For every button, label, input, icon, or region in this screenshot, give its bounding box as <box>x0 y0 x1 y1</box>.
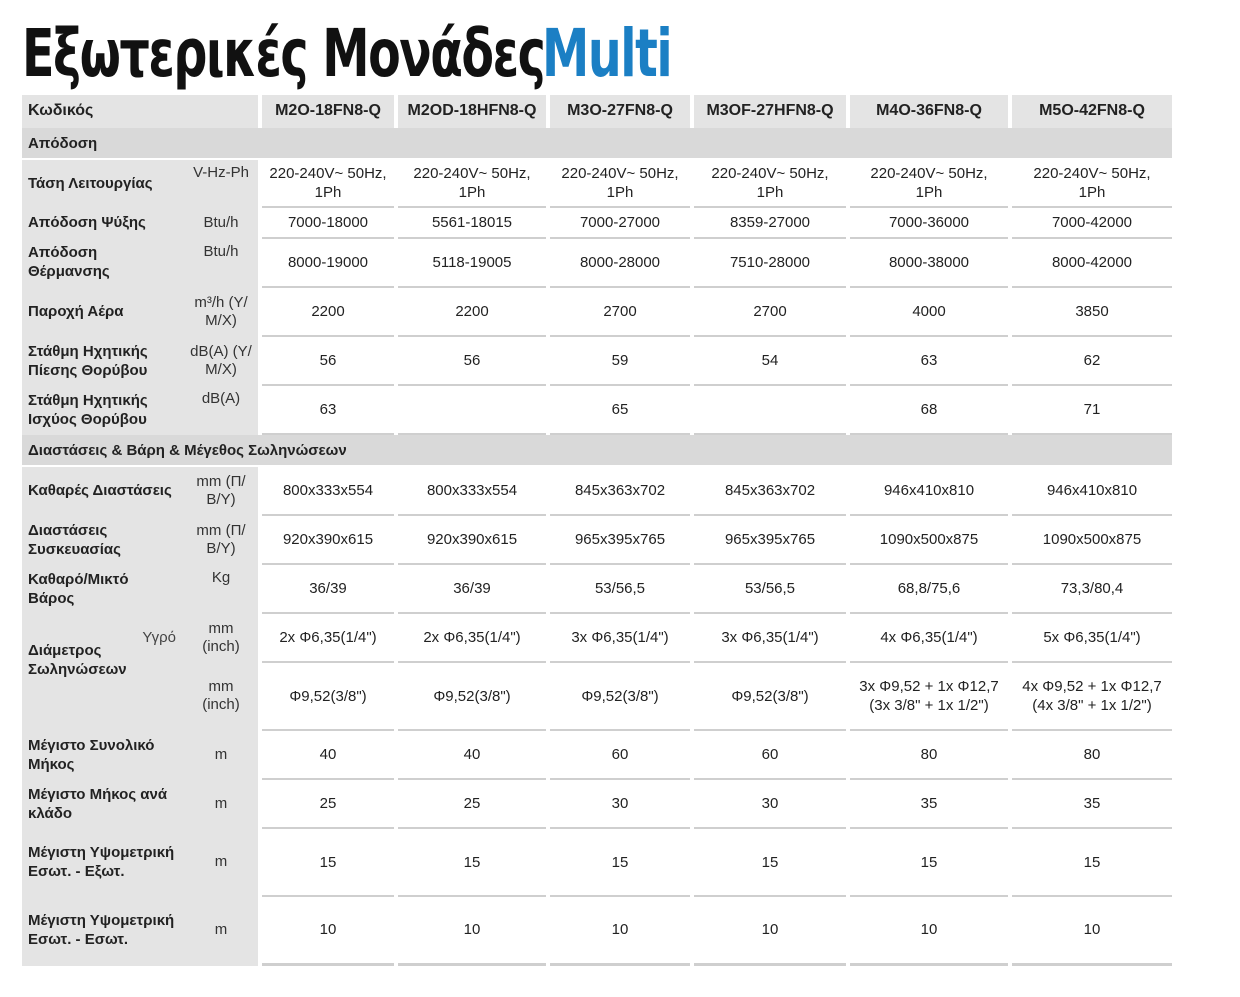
cell: 53/56,5 <box>548 564 692 613</box>
cell: 7000-27000 <box>548 207 692 238</box>
cell: 15 <box>1010 828 1172 896</box>
row-label: Παροχή Αέρα <box>22 287 184 336</box>
table-row <box>22 238 1172 287</box>
cell: 35 <box>1010 779 1172 828</box>
row-label: Καθαρό/Μικτό Βάρος <box>22 564 184 613</box>
cell: 2200 <box>396 287 548 336</box>
cell: 60 <box>548 730 692 779</box>
cell: 3x Φ6,35(1/4") <box>548 613 692 662</box>
row-label: Στάθμη Ηχητικής Πίεσης Θορύβου <box>22 336 184 385</box>
row-unit: m³/h (Υ/Μ/Χ) <box>184 287 260 336</box>
cell: 63 <box>260 385 396 434</box>
cell: 3x Φ9,52 + 1x Φ12,7 (3x 3/8" + 1x 1/2") <box>848 662 1010 730</box>
cell: 3x Φ6,35(1/4") <box>692 613 848 662</box>
cell: 8000-28000 <box>548 238 692 287</box>
cell: 65 <box>548 385 692 434</box>
cell: Φ9,52(3/8") <box>260 662 396 730</box>
cell: 15 <box>548 828 692 896</box>
table-row <box>22 336 1172 385</box>
cell: 8000-19000 <box>260 238 396 287</box>
cell: 80 <box>1010 730 1172 779</box>
cell: 1090x500x875 <box>1010 515 1172 564</box>
cell: 71 <box>1010 385 1172 434</box>
table-row <box>22 287 1172 336</box>
cell: 220-240V~ 50Hz, 1Ph <box>1010 159 1172 207</box>
table-row <box>22 662 1172 730</box>
cell <box>692 385 848 434</box>
row-label: Μέγιστη Υψομετρική Εσωτ. - Εξωτ. <box>22 828 184 896</box>
header-row <box>22 95 1172 127</box>
page-title <box>22 14 748 94</box>
cell: 25 <box>260 779 396 828</box>
row-label <box>22 642 184 730</box>
cell: 56 <box>396 336 548 385</box>
table-row <box>22 896 1172 964</box>
cell: 36/39 <box>260 564 396 613</box>
cell: 920x390x615 <box>396 515 548 564</box>
cell: 35 <box>848 779 1010 828</box>
cell: 15 <box>848 828 1010 896</box>
pipe-diameter-label: Διάμετρος Σωληνώσεων <box>28 642 127 678</box>
cell: 2200 <box>260 287 396 336</box>
cell: Φ9,52(3/8") <box>692 662 848 730</box>
cell: 10 <box>548 896 692 964</box>
cell: 800x333x554 <box>396 466 548 515</box>
row-unit: mm (Π/Β/Υ) <box>184 515 260 564</box>
cell: 1090x500x875 <box>848 515 1010 564</box>
cell: 220-240V~ 50Hz, 1Ph <box>848 159 1010 207</box>
cell: 4x Φ6,35(1/4") <box>848 613 1010 662</box>
cell: 60 <box>692 730 848 779</box>
row-unit: dB(A) (Υ/Μ/Χ) <box>184 336 260 385</box>
cell: 7000-42000 <box>1010 207 1172 238</box>
model-header: M5O-42FN8-Q <box>1010 95 1172 127</box>
cell: 54 <box>692 336 848 385</box>
cell: 2x Φ6,35(1/4") <box>260 613 396 662</box>
row-unit: Btu/h <box>184 207 260 238</box>
cell: 36/39 <box>396 564 548 613</box>
row-unit: mm (Π/Β/Υ) <box>184 466 260 515</box>
table-row <box>22 730 1172 779</box>
cell: 15 <box>396 828 548 896</box>
model-header: M3OF-27HFN8-Q <box>692 95 848 127</box>
cell: 7510-28000 <box>692 238 848 287</box>
cell: 5118-19005 <box>396 238 548 287</box>
section-dimensions: Διαστάσεις & Βάρη & Μέγεθος Σωληνώσεων <box>22 434 1172 466</box>
cell: Φ9,52(3/8") <box>396 662 548 730</box>
table-row <box>22 385 1172 434</box>
cell: 5x Φ6,35(1/4") <box>1010 613 1172 662</box>
row-label: Στάθμη Ηχητικής Ισχύος Θορύβου <box>22 385 184 434</box>
cell: 40 <box>260 730 396 779</box>
cell: 63 <box>848 336 1010 385</box>
cell: 68 <box>848 385 1010 434</box>
row-label: Μέγιστο Μήκος ανά κλάδο <box>22 779 184 828</box>
cell: 220-240V~ 50Hz, 1Ph <box>692 159 848 207</box>
row-label: Απόδοση Ψύξης <box>22 207 184 238</box>
table-row <box>22 515 1172 564</box>
row-label: Τάση Λειτουργίας <box>22 159 184 207</box>
cell: 15 <box>692 828 848 896</box>
cell: 5561-18015 <box>396 207 548 238</box>
cell: 2700 <box>548 287 692 336</box>
section-performance: Απόδοση <box>22 127 1172 159</box>
cell: 68,8/75,6 <box>848 564 1010 613</box>
cell: 73,3/80,4 <box>1010 564 1172 613</box>
row-unit: Kg <box>184 564 260 613</box>
row-label: Μέγιστη Υψομετρική Εσωτ. - Εσωτ. <box>22 896 184 964</box>
cell: 4x Φ9,52 + 1x Φ12,7 (4x 3/8" + 1x 1/2") <box>1010 662 1172 730</box>
cell: 965x395x765 <box>548 515 692 564</box>
cell <box>396 385 548 434</box>
cell: 3850 <box>1010 287 1172 336</box>
title-main: Εξωτερικές Μονάδες <box>22 15 545 92</box>
table-row <box>22 564 1172 613</box>
table-row <box>22 779 1172 828</box>
pipe-liquid-label: Υγρό <box>142 629 176 646</box>
row-unit: m <box>184 896 260 964</box>
cell: 946x410x810 <box>1010 466 1172 515</box>
cell: 220-240V~ 50Hz, 1Ph <box>396 159 548 207</box>
table-row <box>22 159 1172 207</box>
cell: 53/56,5 <box>692 564 848 613</box>
spec-table <box>22 95 1172 966</box>
title-accent: Multi <box>542 15 672 92</box>
cell: 920x390x615 <box>260 515 396 564</box>
table-row <box>22 466 1172 515</box>
row-unit: Btu/h <box>184 238 260 287</box>
cell: 2700 <box>692 287 848 336</box>
cell: 62 <box>1010 336 1172 385</box>
model-header: M4O-36FN8-Q <box>848 95 1010 127</box>
cell: 25 <box>396 779 548 828</box>
cell: 220-240V~ 50Hz, 1Ph <box>260 159 396 207</box>
cell: 8359-27000 <box>692 207 848 238</box>
cell: 10 <box>1010 896 1172 964</box>
cell: 59 <box>548 336 692 385</box>
cell: 965x395x765 <box>692 515 848 564</box>
cell: 80 <box>848 730 1010 779</box>
cell: 40 <box>396 730 548 779</box>
cell: 15 <box>260 828 396 896</box>
cell: 800x333x554 <box>260 466 396 515</box>
cell: 2x Φ6,35(1/4") <box>396 613 548 662</box>
row-label: Απόδοση Θέρμανσης <box>22 238 184 287</box>
cell: 10 <box>692 896 848 964</box>
section-row <box>22 127 1172 159</box>
cell: 7000-18000 <box>260 207 396 238</box>
cell: 56 <box>260 336 396 385</box>
row-unit: V-Hz-Ph <box>184 159 260 207</box>
code-label: Κωδικός <box>22 95 260 127</box>
row-unit: m <box>184 730 260 779</box>
cell: 845x363x702 <box>548 466 692 515</box>
cell: 8000-42000 <box>1010 238 1172 287</box>
row-label: Διαστάσεις Συσκευασίας <box>22 515 184 564</box>
model-header: M3O-27FN8-Q <box>548 95 692 127</box>
row-unit: dB(A) <box>184 385 260 434</box>
cell: 30 <box>548 779 692 828</box>
model-header: M2OD-18HFN8-Q <box>396 95 548 127</box>
row-label: Μέγιστο Συνολικό Μήκος <box>22 730 184 779</box>
section-row <box>22 434 1172 466</box>
table-row <box>22 207 1172 238</box>
row-label: Καθαρές Διαστάσεις <box>22 466 184 515</box>
cell: 30 <box>692 779 848 828</box>
cell: 7000-36000 <box>848 207 1010 238</box>
model-header: M2O-18FN8-Q <box>260 95 396 127</box>
cell: Φ9,52(3/8") <box>548 662 692 730</box>
cell: 845x363x702 <box>692 466 848 515</box>
cell: 4000 <box>848 287 1010 336</box>
cell: 220-240V~ 50Hz, 1Ph <box>548 159 692 207</box>
row-unit: mm (inch) <box>184 613 260 662</box>
table-row <box>22 613 1172 662</box>
cell: 10 <box>396 896 548 964</box>
cell: 10 <box>260 896 396 964</box>
row-unit: m <box>184 828 260 896</box>
cell: 10 <box>848 896 1010 964</box>
cell: 8000-38000 <box>848 238 1010 287</box>
table-row <box>22 828 1172 896</box>
cell: 946x410x810 <box>848 466 1010 515</box>
row-unit: m <box>184 779 260 828</box>
row-unit: mm (inch) <box>184 662 260 730</box>
